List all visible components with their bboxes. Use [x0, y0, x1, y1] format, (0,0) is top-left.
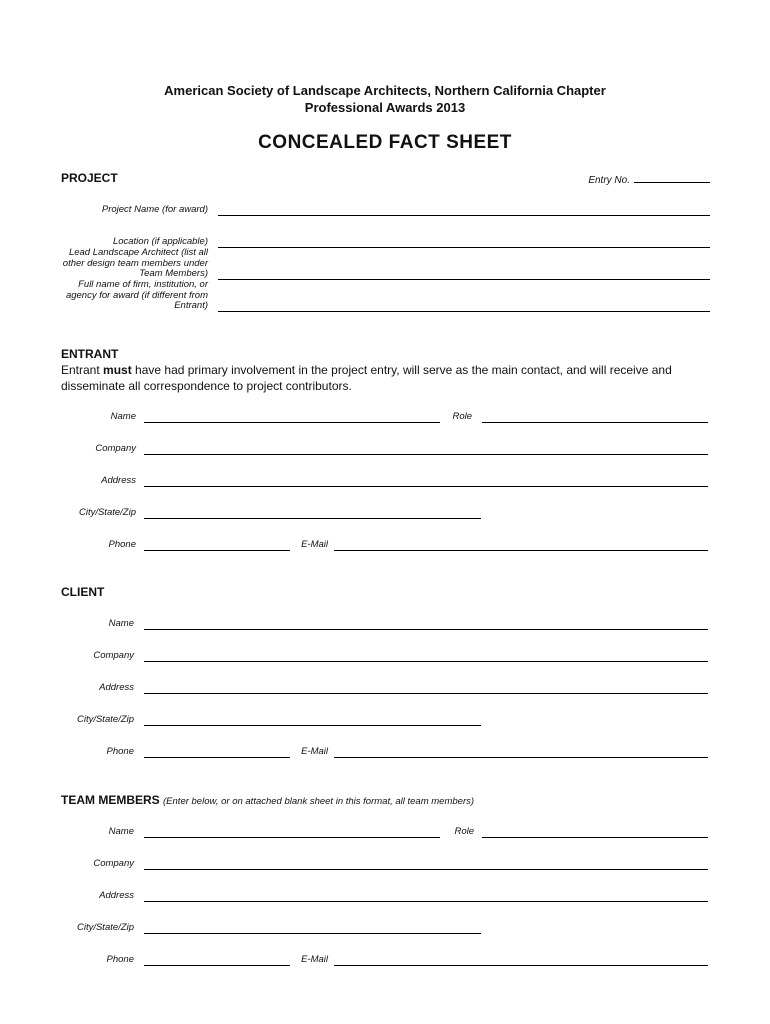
client-address-label: Address	[99, 682, 134, 693]
team-phone-label: Phone	[106, 954, 134, 965]
client-email-field[interactable]	[334, 757, 708, 758]
client-company-label: Company	[93, 650, 134, 661]
page-title: CONCEALED FACT SHEET	[258, 132, 512, 153]
team-name-label: Name	[108, 826, 134, 837]
client-phone-label: Phone	[106, 746, 134, 757]
firm-name-label: Full name of firm, institution, or agency for award (if different from Entrant)	[65, 279, 208, 311]
entrant-name-label: Name	[110, 411, 136, 422]
client-name-label: Name	[108, 618, 134, 629]
entrant-company-field[interactable]	[144, 454, 708, 455]
entrant-name-field[interactable]	[144, 422, 440, 423]
entrant-description	[61, 362, 711, 394]
team-email-label: E-Mail	[301, 954, 328, 965]
entrant-desc-pre: Entrant	[61, 363, 104, 377]
team-company-field[interactable]	[144, 869, 708, 870]
entrant-email-label: E-Mail	[301, 539, 328, 550]
entrant-desc-bold: must	[103, 363, 132, 377]
client-email-label: E-Mail	[301, 746, 328, 757]
location-label: Location (if applicable)	[112, 236, 208, 247]
lead-architect-field[interactable]	[218, 279, 710, 280]
project-name-field[interactable]	[218, 215, 710, 216]
entrant-company-label: Company	[95, 443, 136, 454]
entrant-address-field[interactable]	[144, 486, 708, 487]
client-company-field[interactable]	[144, 661, 708, 662]
team-email-field[interactable]	[334, 965, 708, 966]
event-name: Professional Awards 2013	[304, 100, 466, 115]
entrant-role-label: Role	[452, 411, 472, 422]
client-name-field[interactable]	[144, 629, 708, 630]
entrant-city-field[interactable]	[144, 518, 481, 519]
entrant-desc-post: have had primary involvement in the project entry, will serve as the main contact, and will receive and disseminate all correspondence to project contributors.	[61, 363, 672, 393]
lead-architect-label: Lead Landscape Architect (list all other design team members under Team Members)	[62, 247, 208, 279]
client-address-field[interactable]	[144, 693, 708, 694]
team-phone-field[interactable]	[144, 965, 290, 966]
project-name-label: Project Name (for award)	[101, 204, 208, 215]
team-note: (Enter below, or on attached blank sheet in this format, all team members)	[163, 796, 475, 807]
entrant-city-label: City/State/Zip	[78, 507, 136, 518]
entrant-email-field[interactable]	[334, 550, 708, 551]
client-city-field[interactable]	[144, 725, 481, 726]
entrant-phone-label: Phone	[108, 539, 136, 550]
project-heading: PROJECT	[61, 171, 118, 185]
team-role-field[interactable]	[482, 837, 708, 838]
team-name-field[interactable]	[144, 837, 440, 838]
entry-number-label: Entry No.	[588, 175, 630, 186]
team-address-field[interactable]	[144, 901, 708, 902]
entrant-phone-field[interactable]	[144, 550, 290, 551]
location-field[interactable]	[218, 247, 710, 248]
firm-name-field[interactable]	[218, 311, 710, 312]
team-heading-text: TEAM MEMBERS	[61, 793, 160, 807]
entrant-address-label: Address	[101, 475, 136, 486]
client-phone-field[interactable]	[144, 757, 290, 758]
client-heading: CLIENT	[61, 585, 105, 599]
organization-name: American Society of Landscape Architects, Northern California Chapter	[164, 83, 606, 98]
entry-number-field[interactable]	[634, 173, 710, 183]
entry-number	[588, 173, 710, 186]
team-city-label: City/State/Zip	[76, 922, 134, 933]
entrant-role-field[interactable]	[482, 422, 708, 423]
entrant-heading: ENTRANT	[61, 347, 119, 361]
team-company-label: Company	[93, 858, 134, 869]
team-city-field[interactable]	[144, 933, 481, 934]
team-address-label: Address	[99, 890, 134, 901]
client-city-label: City/State/Zip	[76, 714, 134, 725]
team-role-label: Role	[454, 826, 474, 837]
team-members-heading	[61, 793, 474, 807]
